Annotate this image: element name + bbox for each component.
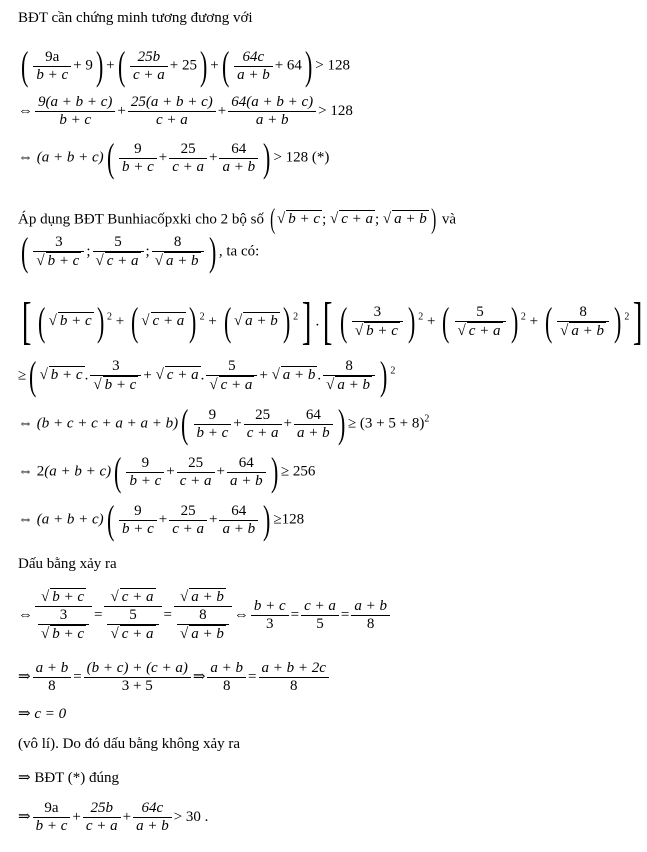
equation-4: ⇔ (b + c + c + a + a + b)( $\frac{9}{b + c}$ + $\frac{25}{c + a}$ + $\frac{64}{a + b}$ ) ≥ $(3 + 5 + 8)^2$ xyxy=(18,401,430,446)
equation-3: ⇔ (a + b + c)( $\frac{9}{b + c}$ + $\frac{25}{c + a}$ + $\frac{64}{a + b}$ ) > 128 (*) xyxy=(18,135,330,180)
equation-5: ⇔ 2(a + b + c)( $\frac{9}{b + c}$ + $\frac{25}{c + a}$ + $\frac{64}{a + b}$ ) ≥ 256 xyxy=(18,449,316,494)
bunhia-text-a: Áp dụng BĐT Bunhiacốpxki cho 2 bộ số xyxy=(18,211,264,228)
inequality-rhs: ≥(√ b + c . 3 √ b + c + √ c + a . 5 √ c + a + √ a + b . 8 √ a + b ) $^2$ xyxy=(18,356,395,396)
equality-condition: ⇔ √ b + c 3 √ b + c = √ c + a 5 √ c + a = √ a + b 8 √ a + b ⇔ $\frac{b + c}{3}$ = $\frac{c + a}{5}$ = $\frac{a + b}{8}$ xyxy=(18,588,392,643)
bunhia-text-b: và xyxy=(441,211,457,228)
equation-1: ( $\frac{9a}{b + c}$ + 9) +( $\frac{25b}{c + a}$ + 25) +( $\frac{64c}{a + b}$ + 64) > 128 xyxy=(20,43,350,88)
final-rhs: > 30 . xyxy=(173,808,209,825)
vector-2: ( 3 √ b + c ; 5 √ c + a ; 8 √ a + b ) , ta có: xyxy=(18,232,259,272)
final-inequality: ⇒ $\frac{9a}{b + c}$ + $\frac{25b}{c + a}$ + $\frac{64c}{a + b}$ > 30 . xyxy=(18,800,209,834)
equality-text: Dấu bằng xảy ra xyxy=(18,556,117,572)
eq1-rhs: > 128 xyxy=(315,57,350,74)
contradiction-text: (vô lí). Do đó dấu bằng không xảy ra xyxy=(18,736,241,752)
equation-7: ⇒ $\frac{a + b}{8}$ = $\frac{(b + c) + (c + a)}{3 + 5}$ ⇒ $\frac{a + b}{8}$ = $\frac{a + b + 2c}{8}$ xyxy=(18,660,331,695)
eq2-rhs: > 128 xyxy=(318,102,353,119)
eq5-rhs: ≥ 256 xyxy=(280,463,316,480)
equation-6: ⇔ (a + b + c)( $\frac{9}{b + c}$ + $\frac{25}{c + a}$ + $\frac{64}{a + b}$ ) ≥128 xyxy=(18,497,305,542)
eq4-rhs: ≥ (3 + 5 + 8) xyxy=(347,415,425,432)
conclusion-text: ⇒ BĐT (*) đúng xyxy=(18,770,120,786)
inequality-lhs: [ (√ b + c ) $^2$ + (√ c + a ) $^2$ + (√ a + b ) $^2$] .[ ( 3 √ b + c ) $^2$ + ( 5 √ c + a ) $^2$ + ( 8 √ a + b ) $^2$] xyxy=(18,296,647,348)
ta-co: , ta có: xyxy=(218,243,260,260)
bunhia-text: Áp dụng BĐT Bunhiacốpxki cho 2 bộ số (√ b + c ; √ c + a ; √ a + b ) và xyxy=(18,200,456,240)
intro-text: BĐT cần chứng minh tương đương với xyxy=(18,10,253,26)
eq3-rhs: > 128 (*) xyxy=(273,149,330,166)
equation-2: ⇔ $\frac{9(a + b + c)}{b + c}$ + $\frac{25(a + b + c)}{c + a}$ + $\frac{64(a + b + c)}{a + b}$ > 128 xyxy=(18,94,353,128)
eq6-rhs: ≥128 xyxy=(273,511,305,528)
c-zero: ⇒ c = 0 xyxy=(18,706,67,722)
